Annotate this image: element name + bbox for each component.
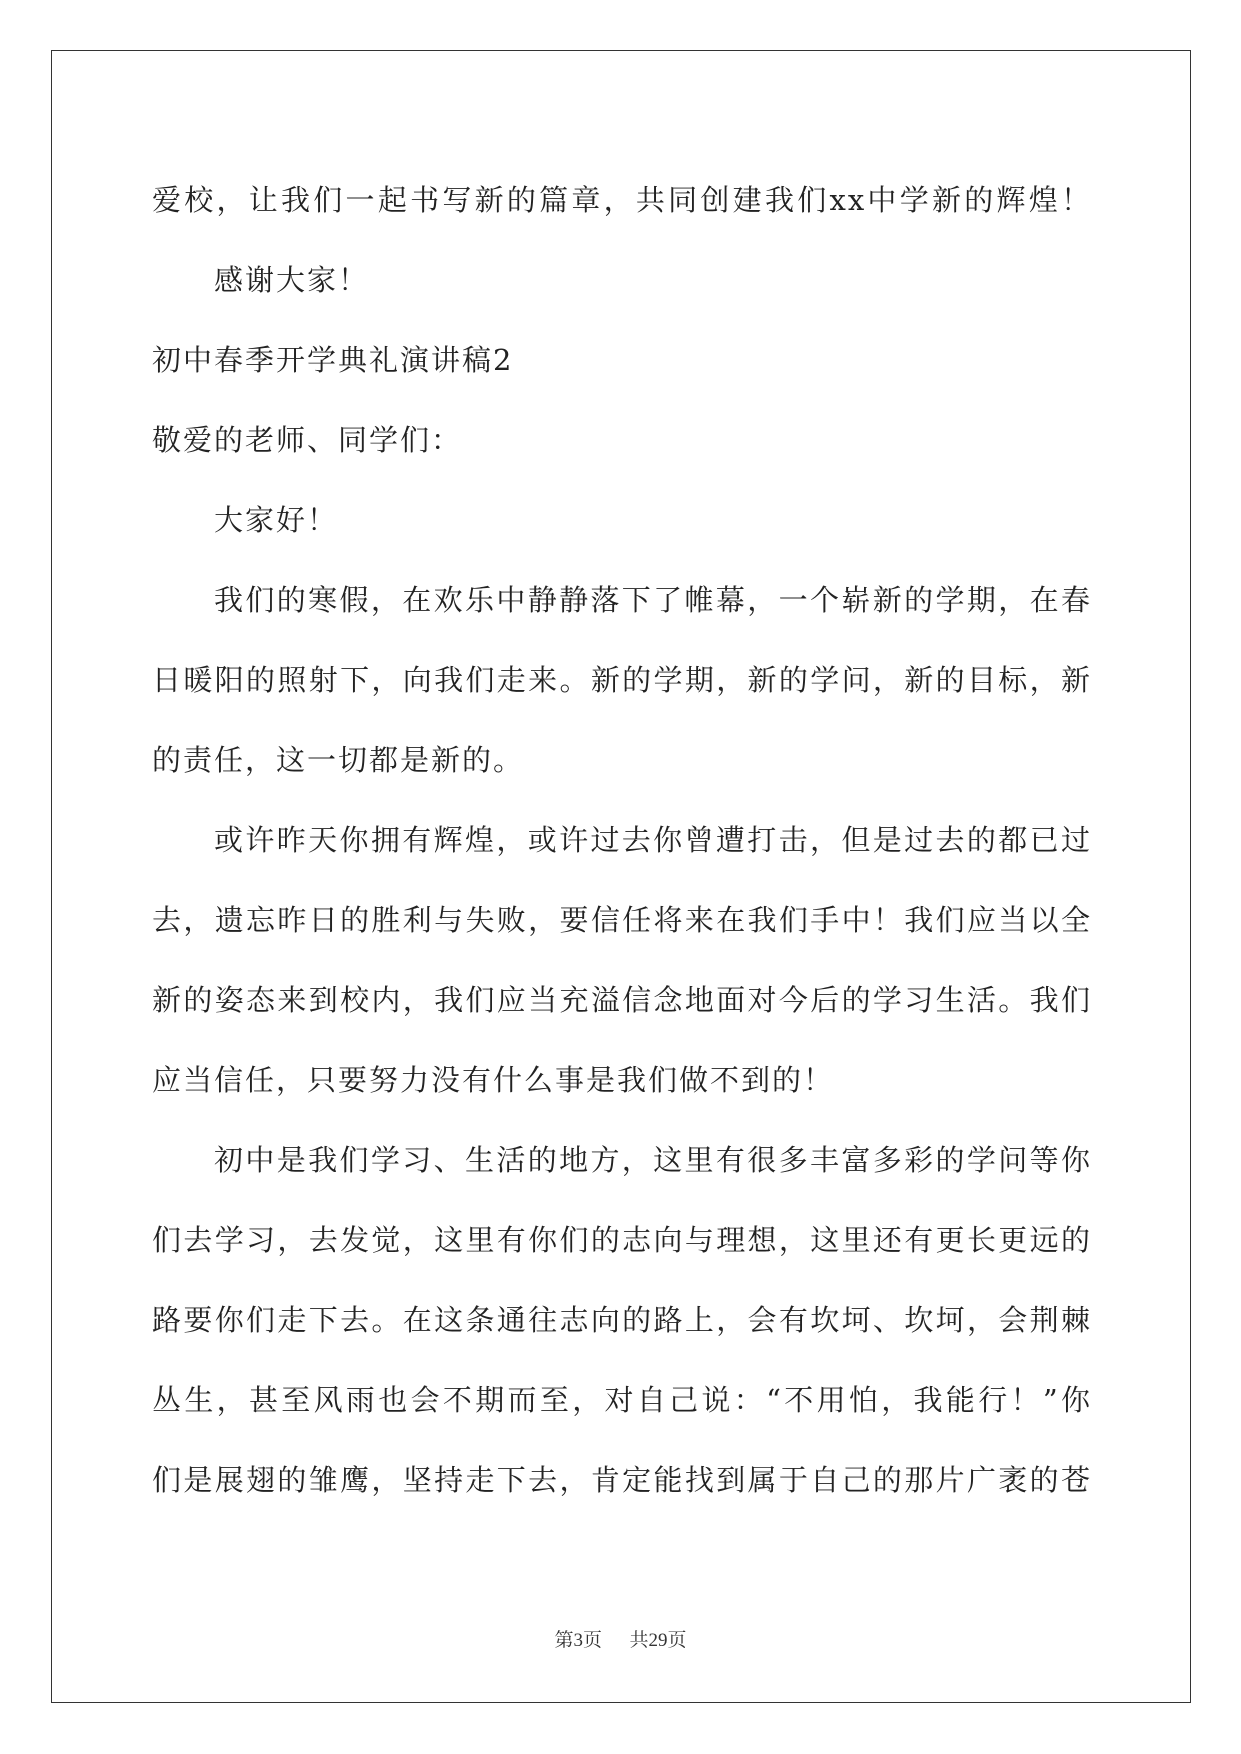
paragraph-line: 们去学习，去发觉，这里有你们的志向与理想，这里还有更长更远的 — [152, 1223, 1092, 1257]
paragraph-line: 日暖阳的照射下，向我们走来。新的学期，新的学问，新的目标，新 — [152, 663, 1092, 697]
closing-line: 感谢大家！ — [214, 263, 370, 297]
paragraph-line: 新的姿态来到校内，我们应当充溢信念地面对今后的学习生活。我们 — [152, 983, 1092, 1017]
paragraph-line: 的责任，这一切都是新的。 — [152, 743, 525, 777]
paragraph-line: 初中是我们学习、生活的地方，这里有很多丰富多彩的学问等你 — [214, 1143, 1092, 1177]
salutation: 敬爱的老师、同学们： — [152, 423, 463, 457]
paragraph-line: 们是展翅的雏鹰，坚持走下去，肯定能找到属于自己的那片广袤的苍 — [152, 1463, 1092, 1497]
greeting: 大家好！ — [214, 503, 339, 537]
paragraph-line: 丛生，甚至风雨也会不期而至，对自己说：“不用怕，我能行！”你 — [152, 1383, 1092, 1417]
paragraph-line: 应当信任，只要努力没有什么事是我们做不到的！ — [152, 1063, 835, 1097]
paragraph-line: 路要你们走下去。在这条通往志向的路上，会有坎坷、坎坷，会荆棘 — [152, 1303, 1092, 1337]
paragraph-line: 我们的寒假，在欢乐中静静落下了帷幕，一个崭新的学期，在春 — [214, 583, 1092, 617]
paragraph-line: 或许昨天你拥有辉煌，或许过去你曾遭打击，但是过去的都已过 — [214, 823, 1092, 857]
page-footer — [0, 1625, 1241, 1652]
document-body — [152, 160, 1092, 1520]
paragraph-line: 去，遗忘昨日的胜利与失败，要信任将来在我们手中！我们应当以全 — [152, 903, 1092, 937]
paragraph-line: 爱校，让我们一起书写新的篇章，共同创建我们xx中学新的辉煌！ — [152, 183, 1092, 217]
speech-title: 初中春季开学典礼演讲稿2 — [152, 343, 514, 377]
page-total: 共29页 — [629, 1630, 687, 1651]
page-number: 第3页 — [554, 1630, 602, 1651]
